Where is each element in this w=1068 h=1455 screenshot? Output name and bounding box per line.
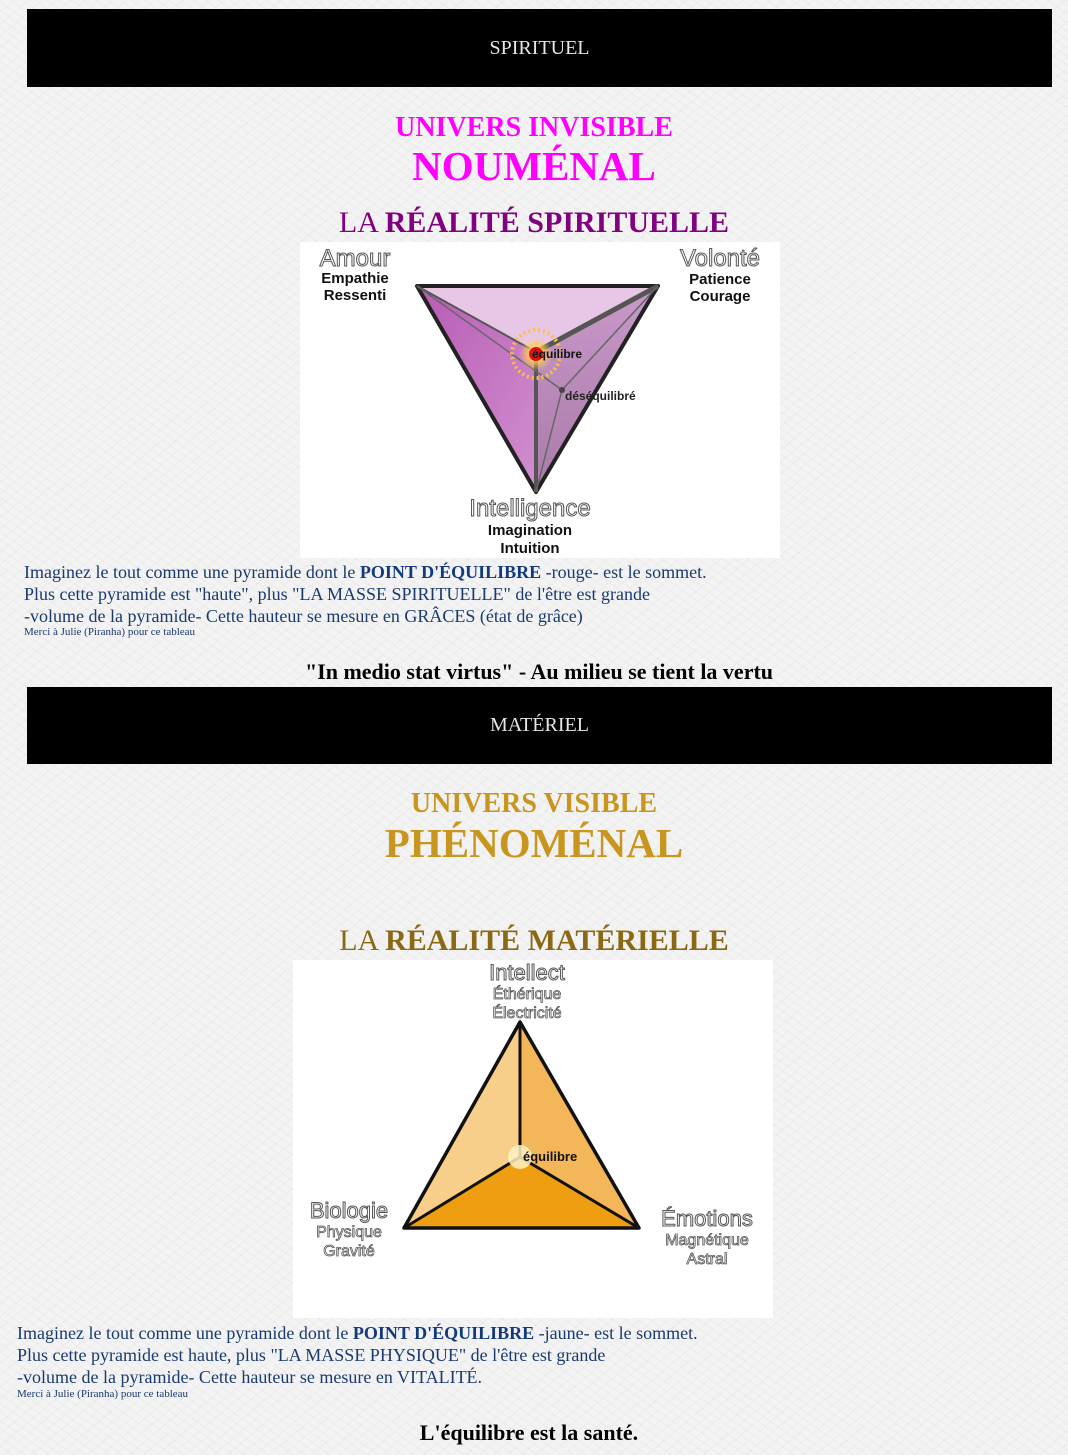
vertex-intelligence-name: Intelligence xyxy=(469,495,591,522)
vertex-volonte-line2: Courage xyxy=(689,288,751,305)
material-desc-1a: Imaginez le tout comme une pyramide dont le xyxy=(17,1323,353,1343)
material-title xyxy=(0,924,1068,958)
spiritual-header-label: SPIRITUEL xyxy=(489,37,590,59)
vertex-amour-line2: Ressenti xyxy=(323,287,387,304)
spiritual-quote: "In medio stat virtus" - Au milieu se tient la vertu xyxy=(304,659,774,684)
equilibrium-label: équilibre xyxy=(532,347,583,361)
spiritual-header-bar xyxy=(27,9,1052,87)
vertex-biologie-line2: Gravité xyxy=(323,1243,375,1260)
material-desc-line-1 xyxy=(17,1322,837,1344)
vertex-volonte-name: Volonté xyxy=(679,245,761,272)
vertex-emotions-line2: Astral xyxy=(686,1251,728,1268)
equilibrium-label: équilibre xyxy=(523,1149,578,1164)
vertex-biologie-line1: Physique xyxy=(316,1224,382,1241)
material-pyramid-svg xyxy=(293,960,773,1318)
vertex-intelligence-line1: Imagination xyxy=(487,522,573,539)
material-desc-1c: -jaune- est le sommet. xyxy=(534,1323,698,1343)
spiritual-subtitle-1: UNIVERS INVISIBLE xyxy=(395,112,673,143)
material-subtitle-2: PHÉNOMÉNAL xyxy=(384,820,684,866)
material-pyramid-diagram xyxy=(293,960,773,1318)
spiritual-subtitle-2: NOUMÉNAL xyxy=(412,143,656,189)
spiritual-desc-line-1 xyxy=(24,561,844,583)
material-quote: L'équilibre est la santé. xyxy=(419,1420,639,1445)
vertex-emotions-name: Émotions xyxy=(661,1206,753,1231)
spiritual-desc-line-2: Plus cette pyramide est "haute", plus "LA MASSE SPIRITUELLE" de l'être est grande xyxy=(24,584,651,604)
spiritual-title-prefix: LA xyxy=(338,206,378,239)
vertex-intellect-name: Intellect xyxy=(489,960,565,985)
vertex-intellect-line2: Électricité xyxy=(492,1005,562,1022)
material-credit: Merci à Julie (Piranha) pour ce tableau xyxy=(17,1388,189,1400)
disequilibrium-label: déséquilibré xyxy=(565,389,636,403)
spiritual-pyramid-diagram xyxy=(300,242,780,558)
material-subtitle-1: UNIVERS VISIBLE xyxy=(410,788,658,819)
vertex-emotions-line1: Magnétique xyxy=(665,1232,749,1249)
spiritual-desc-1c: -rouge- est le sommet. xyxy=(541,562,707,582)
vertex-amour-name: Amour xyxy=(319,245,391,272)
spiritual-title-main: RÉALITÉ SPIRITUELLE xyxy=(384,206,730,239)
vertex-intelligence-line2: Intuition xyxy=(500,540,560,557)
material-desc-line-3: -volume de la pyramide- Cette hauteur se mesure en VITALITÉ. xyxy=(17,1367,483,1387)
vertex-volonte-line1: Patience xyxy=(689,271,751,288)
material-title-prefix: LA xyxy=(339,924,378,957)
vertex-intellect-line1: Éthérique xyxy=(492,986,562,1003)
spiritual-desc-1a: Imaginez le tout comme une pyramide dont le xyxy=(24,562,360,582)
spiritual-pyramid-svg xyxy=(300,242,780,558)
spiritual-title xyxy=(0,206,1068,240)
vertex-amour-line1: Empathie xyxy=(321,270,389,287)
material-header-bar xyxy=(27,687,1052,764)
spiritual-desc-line-3: -volume de la pyramide- Cette hauteur se mesure en GRÂCES (état de grâce) xyxy=(24,606,583,626)
spiritual-description xyxy=(24,561,844,627)
material-title-main: RÉALITÉ MATÉRIELLE xyxy=(385,924,729,957)
material-description xyxy=(17,1322,837,1388)
vertex-biologie-name: Biologie xyxy=(309,1198,389,1223)
spiritual-credit: Merci à Julie (Piranha) pour ce tableau xyxy=(24,626,196,638)
material-desc-line-2: Plus cette pyramide est haute, plus "LA MASSE PHYSIQUE" de l'être est grande xyxy=(17,1345,606,1365)
material-header-label: MATÉRIEL xyxy=(490,714,589,736)
spiritual-desc-1b: POINT D'ÉQUILIBRE xyxy=(359,562,542,582)
material-desc-1b: POINT D'ÉQUILIBRE xyxy=(352,1323,535,1343)
